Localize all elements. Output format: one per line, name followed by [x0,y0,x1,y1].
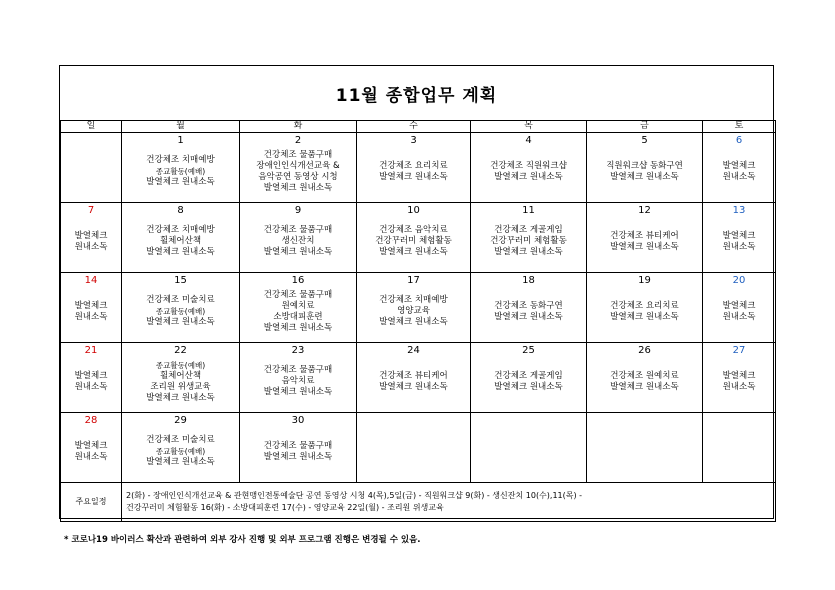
day-cell [357,203,471,273]
schedule-item: 발열체크 원내소독 [379,247,448,257]
day-schedule [357,287,470,342]
day-schedule [471,357,586,412]
schedule-item: 원내소독 [722,241,756,252]
day-schedule [240,287,356,342]
schedule-item: 소방대피훈련 [273,311,323,322]
footnote: * 코로나19 바이러스 확산과 관련하여 외부 강사 진행 및 외부 프로그램 진행은 변경될 수 있음. [64,535,421,545]
schedule-item: 건강체조 뷰티케어 [610,230,679,241]
schedule-item: 발열체크 원내소독 [263,451,333,462]
day-schedule [471,217,586,272]
day-cell [587,133,703,203]
day-schedule [471,415,586,482]
day-schedule [703,217,775,272]
schedule-item: 건강체조 요리치료 [379,160,448,171]
day-number: 7 [87,205,95,216]
day-schedule [471,287,586,342]
day-cell [122,413,240,483]
summary-line-1: 2(화) - 장애인인식개선교육 & 관현맹인전통예술단 공연 동영상 시청 4(목),5일(금) - 직원워크샵 9(화) - 생신잔치 10(수),11(목) - [126,491,583,500]
schedule-item: 휠체어산책 [159,236,202,246]
schedule-item: 건강체조 치매예방 [146,155,215,165]
schedule-item: 건강꾸러미 체험활동 [490,236,567,246]
day-number: 1 [177,135,184,146]
schedule-item: 발열체크 원내소독 [379,317,448,327]
schedule-item: 발열체크 원내소독 [494,247,563,257]
schedule-item: 건강체조 음악치료 [379,225,448,235]
day-number: 2 [294,135,302,146]
weekday-mon: 월 [122,121,240,133]
schedule-item: 발열체크 [722,300,756,311]
day-number: 19 [638,275,651,286]
day-number: 23 [291,345,305,356]
schedule-item: 음악공연 동영상 시청 [258,171,338,182]
weekday-thu: 목 [471,121,587,133]
week-row [61,343,776,413]
day-cell [587,343,703,413]
day-cell [703,133,776,203]
day-cell [122,203,240,273]
day-schedule [587,147,702,202]
schedule-item: 발열체크 원내소독 [263,322,333,333]
day-cell [703,343,776,413]
summary-row [61,483,776,522]
schedule-item: 발열체크 원내소독 [263,387,333,397]
schedule-item: 발열체크 원내소독 [146,247,215,257]
schedule-item: 영양교육 [397,306,430,316]
day-cell [122,343,240,413]
schedule-item: 발열체크 [74,230,108,241]
schedule-item: 건강체조 게골게임 [494,225,563,235]
schedule-item: 건강체조 물품구매 [263,365,333,375]
schedule-item: 원내소독 [722,171,756,182]
day-cell [587,413,703,483]
day-schedule [587,217,702,272]
day-cell [703,203,776,273]
day-schedule [61,287,121,342]
day-schedule [122,147,239,202]
schedule-item: 발열체크 [722,370,756,381]
day-number: 24 [407,345,420,356]
weekday-wed: 수 [357,121,471,133]
day-number: 13 [732,205,746,216]
day-schedule [703,415,775,482]
day-schedule [122,287,239,342]
day-schedule [703,147,775,202]
day-number: 29 [174,415,187,426]
day-schedule [61,357,121,412]
weekday-header-row [61,121,776,133]
schedule-item: 종교활동(예배) [155,360,206,370]
schedule-item: 건강체조 뷰티케어 [379,370,448,381]
week-row [61,133,776,203]
schedule-item: 음악치료 [281,376,315,386]
day-schedule [357,147,470,202]
day-cell [122,273,240,343]
day-cell [61,413,122,483]
calendar-table [60,120,776,522]
day-cell [61,273,122,343]
day-number: 9 [294,205,302,216]
schedule-item: 건강체조 미술치료 [146,435,215,445]
day-number: 21 [84,345,98,356]
schedule-item: 발열체크 원내소독 [494,311,563,322]
week-row [61,203,776,273]
schedule-item: 발열체크 원내소독 [610,241,679,252]
day-number: 4 [525,135,532,146]
day-cell [61,133,122,203]
day-number: 25 [522,345,535,356]
schedule-item: 건강체조 요리치료 [610,300,679,311]
day-schedule [357,217,470,272]
schedule-item: 건강체조 물품구매 [263,225,333,235]
day-number: 22 [174,345,187,356]
schedule-item: 건강체조 직원워크샵 [490,160,567,171]
day-number: 30 [291,415,305,426]
schedule-item: 발열체크 원내소독 [494,171,563,182]
day-schedule [703,357,775,412]
schedule-item: 종교활동(예배) [155,307,206,316]
week-row [61,273,776,343]
schedule-item: 발열체크 [74,300,108,311]
day-number: 26 [638,345,651,356]
day-number: 15 [174,275,187,286]
summary-line-2: 건강꾸러미 체험활동 16(화) - 소방대피훈련 17(수) - 영양교육 22일(월) - 조리원 위생교육 [126,503,444,512]
schedule-item: 발열체크 [722,230,756,241]
day-cell [122,133,240,203]
schedule-item: 발열체크 원내소독 [610,381,679,392]
schedule-item: 발열체크 [722,160,756,171]
summary-label: 주요일정 [61,483,122,522]
day-number: 11 [522,205,535,216]
weekday-tue: 화 [240,121,357,133]
schedule-item: 발열체크 원내소독 [610,171,679,182]
schedule-item: 원내소독 [74,381,108,392]
day-cell [240,203,357,273]
day-cell [587,203,703,273]
day-schedule [61,217,121,272]
day-number: 17 [407,275,420,286]
schedule-item: 발열체크 원내소독 [146,317,215,327]
day-cell [587,273,703,343]
day-cell [357,133,471,203]
day-schedule [122,427,239,482]
schedule-item: 건강체조 치매예방 [379,295,448,305]
day-schedule [122,357,239,412]
day-number: 20 [732,275,746,286]
day-cell [357,273,471,343]
schedule-item: 발열체크 [74,370,108,381]
day-number: 12 [638,205,651,216]
day-schedule [61,427,121,482]
day-number: 5 [641,135,648,146]
schedule-item: 건강체조 치매예방 [146,225,215,235]
day-number: 16 [291,275,305,286]
schedule-item: 발열체크 원내소독 [379,381,448,392]
schedule-item: 원내소독 [722,311,756,322]
schedule-item: 발열체크 원내소독 [146,392,215,403]
day-number: 10 [407,205,420,216]
schedule-item: 건강체조 동화구연 [494,300,563,311]
day-cell [471,133,587,203]
schedule-item: 건강체조 물품구매 [263,289,333,300]
schedule-item: 발열체크 원내소독 [263,247,333,257]
schedule-item: 발열체크 원내소독 [610,311,679,322]
day-schedule [61,135,121,202]
day-cell [471,413,587,483]
schedule-item: 종교활동(예배) [155,447,206,456]
schedule-item: 건강체조 물품구매 [263,440,333,451]
day-schedule [240,147,356,202]
schedule-item: 원내소독 [722,381,756,392]
day-number: 14 [84,275,98,286]
schedule-item: 건강체조 미술치료 [146,295,215,305]
schedule-item: 발열체크 원내소독 [146,457,215,467]
schedule-item: 원내소독 [74,311,108,322]
day-cell [240,413,357,483]
day-number: 18 [522,275,535,286]
schedule-item: 발열체크 원내소독 [494,381,563,392]
day-schedule [122,217,239,272]
schedule-item: 직원워크샵 동화구연 [606,160,683,171]
schedule-item: 원내소독 [74,241,108,252]
day-number: 28 [84,415,98,426]
schedule-item: 건강체조 게골게임 [494,370,563,381]
day-cell [471,273,587,343]
day-schedule [587,415,702,482]
day-cell [61,203,122,273]
schedule-item: 건강꾸러미 체험활동 [375,236,452,246]
summary-text [122,483,776,522]
day-cell [240,343,357,413]
day-schedule [587,287,702,342]
day-schedule [240,357,356,412]
schedule-item: 원내소독 [74,451,108,462]
day-cell [61,343,122,413]
schedule-item: 건강체조 원예치료 [610,370,679,381]
weekday-sat: 토 [703,121,776,133]
day-cell [357,343,471,413]
day-schedule [357,415,470,482]
day-schedule [240,427,356,482]
day-number: 3 [410,135,417,146]
schedule-item: 원예치료 [281,300,315,311]
day-schedule [240,217,356,272]
schedule-item: 발열체크 원내소독 [379,171,448,182]
schedule-item: 발열체크 [74,440,108,451]
day-cell [703,413,776,483]
day-cell [471,203,587,273]
day-cell [703,273,776,343]
day-schedule [357,357,470,412]
week-row [61,413,776,483]
schedule-item: 발열체크 원내소독 [263,182,333,193]
schedule-item: 종교활동(예배) [155,167,206,176]
day-number: 8 [177,205,184,216]
schedule-item: 장애인인식개선교육 & [256,160,340,171]
schedule-item: 휠체어산책 [159,370,202,381]
weekday-sun: 일 [61,121,122,133]
page-title: 11월 종합업무 계획 [335,85,498,106]
day-number: 6 [735,135,743,146]
day-number: 27 [732,345,746,356]
weekday-fri: 금 [587,121,703,133]
day-cell [240,133,357,203]
schedule-item: 건강체조 물품구매 [263,149,333,160]
day-cell [357,413,471,483]
schedule-item: 조리원 위생교육 [150,381,211,392]
day-schedule [587,357,702,412]
day-cell [240,273,357,343]
day-schedule [703,287,775,342]
calendar-sheet [59,65,774,519]
day-cell [471,343,587,413]
schedule-item: 발열체크 원내소독 [146,177,215,187]
schedule-item: 생신잔치 [281,236,315,246]
day-schedule [471,147,586,202]
